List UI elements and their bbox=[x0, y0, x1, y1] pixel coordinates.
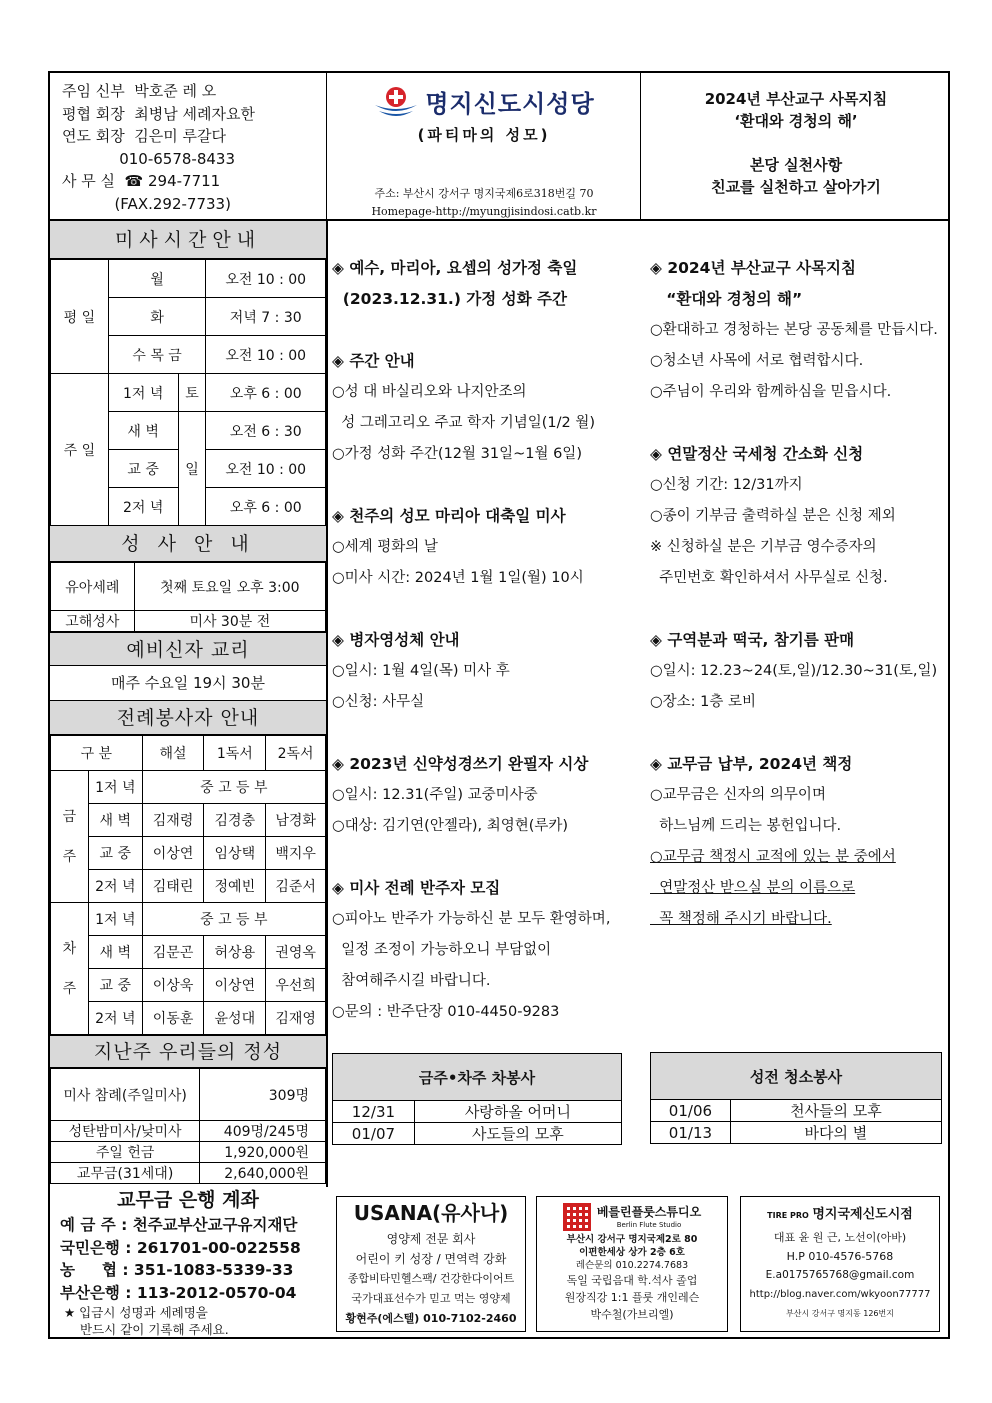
notice-heading: ◈ 구역분과 떡국, 참기름 판매 bbox=[650, 631, 855, 649]
header-info bbox=[62, 80, 255, 215]
notice-line: 일정 조정이 가능하오니 부담없이 bbox=[332, 942, 552, 958]
ad-line: 황현주(에스텔) 010-7102-2460 bbox=[345, 1312, 517, 1325]
liturgy-slot: 2저 녁 bbox=[88, 1002, 142, 1035]
bank-line: 국민은행 : 261701-00-022558 bbox=[60, 1238, 301, 1257]
spacer bbox=[642, 132, 950, 154]
this-week-label bbox=[51, 771, 89, 903]
notice-heading: ◈ 2024년 부산교구 사목지침 bbox=[650, 259, 857, 277]
info-line: 연도 회장 김은미 루갈다 bbox=[62, 127, 226, 145]
notice-line: ○피아노 반주가 가능하신 분 모두 환영하며, bbox=[332, 911, 611, 927]
cleaning-title: 성전 청소봉사 bbox=[651, 1053, 942, 1100]
service-date: 01/13 bbox=[651, 1122, 731, 1144]
church-name: 명지신도시성당 bbox=[425, 89, 595, 118]
liturgy-person: 이동훈 bbox=[142, 1002, 204, 1035]
liturgy-person: 남경화 bbox=[266, 804, 326, 837]
notice-heading: ◈ 병자영성체 안내 bbox=[332, 631, 460, 649]
liturgy-header: 1독서 bbox=[204, 736, 266, 771]
bank-note: 반드시 같이 기록해 주세요. bbox=[80, 1322, 229, 1337]
notice-line: ○장소: 1층 로비 bbox=[650, 694, 757, 710]
ad-line: http://blog.naver.com/wkyoon77777 bbox=[749, 1289, 931, 1300]
offering-label: 미사 참례(주일미사) bbox=[51, 1069, 200, 1121]
liturgy-person: 이상연 bbox=[204, 969, 266, 1002]
header-right-line: 본당 실천사항 bbox=[749, 156, 843, 174]
ad-line: 종합비타민헬스팩/ 건강한다이어트 bbox=[347, 1272, 515, 1285]
liturgy-slot: 새 벽 bbox=[88, 804, 142, 837]
notice-line: ※ 신청하실 분은 기부금 영수증자의 bbox=[650, 539, 877, 555]
ad-line: 박수철(가브리엘) bbox=[590, 1308, 674, 1321]
notice-line bbox=[650, 718, 946, 749]
ad-line: E.a0175765768@gmail.com bbox=[765, 1269, 915, 1281]
liturgy-person: 이상연 bbox=[142, 837, 204, 870]
liturgy-person: 이상욱 bbox=[142, 969, 204, 1002]
ad-line: 레슨문의 010.2274.7683 bbox=[575, 1260, 689, 1271]
service-group: 천사들의 모후 bbox=[730, 1100, 941, 1122]
offering-label: 성탄밤미사/낮미사 bbox=[51, 1121, 200, 1142]
info-line: 010-6578-8433 bbox=[62, 149, 236, 168]
ad-line: 어린이 키 성장 / 면역력 강화 bbox=[355, 1252, 507, 1266]
notice-line: 하느님께 드리는 봉헌입니다. bbox=[650, 818, 842, 834]
church-logo bbox=[328, 80, 640, 122]
header-right-line: 친교를 실천하고 살아가기 bbox=[711, 178, 881, 196]
bank-line: 부산은행 : 113-2012-0570-04 bbox=[60, 1283, 297, 1302]
ad-line: 영양제 전문 회사 bbox=[386, 1232, 476, 1246]
liturgy-slot: 교 중 bbox=[88, 969, 142, 1002]
church-emblem-icon bbox=[373, 83, 419, 119]
notice-line: ○신청: 사무실 bbox=[332, 694, 425, 710]
notice-line bbox=[650, 408, 946, 439]
church-homepage[interactable]: Homepage-http://myungjisindosi.catb.kr bbox=[371, 205, 597, 218]
mass-slot: 1저 녁 bbox=[108, 374, 178, 412]
mass-time: 오후 6 : 00 bbox=[206, 488, 326, 526]
notice-line bbox=[650, 594, 946, 625]
offering-value: 2,640,000원 bbox=[200, 1163, 326, 1184]
ad-flute bbox=[536, 1196, 728, 1332]
this-week-char: 주 bbox=[62, 848, 77, 865]
notice-heading: ◈ 2023년 신약성경쓰기 완필자 시상 bbox=[332, 755, 589, 773]
liturgy-slot: 1저 녁 bbox=[88, 903, 142, 936]
notice-line: ○주님이 우리와 함께하심을 믿읍시다. bbox=[650, 384, 892, 400]
offering-value: 1,920,000원 bbox=[200, 1142, 326, 1163]
mass-time: 오후 6 : 00 bbox=[206, 374, 326, 412]
service-group: 사도들의 모후 bbox=[414, 1123, 621, 1145]
flute-logo bbox=[537, 1203, 727, 1231]
header-center bbox=[328, 80, 640, 221]
notice-line bbox=[332, 315, 648, 346]
header-right-line: ‘환대와 경청의 해’ bbox=[734, 112, 858, 130]
cleaning-table bbox=[650, 1052, 942, 1144]
tire-header bbox=[741, 1203, 939, 1228]
liturgy-header: 구 분 bbox=[51, 736, 143, 771]
ad-title: 명지국제신도시점 bbox=[812, 1207, 913, 1222]
liturgy-person: 정예빈 bbox=[204, 870, 266, 903]
ad-line: 국가대표선수가 믿고 먹는 영양제 bbox=[351, 1292, 511, 1305]
notice-line: ○일시: 12.31(주일) 교중미사중 bbox=[332, 787, 538, 803]
ad-line: 부산시 강서구 명지국제2로 80 bbox=[566, 1234, 698, 1245]
liturgy-header: 2독서 bbox=[266, 736, 326, 771]
mass-slot: 2저 녁 bbox=[108, 488, 178, 526]
liturgy-slot: 새 벽 bbox=[88, 936, 142, 969]
header-col-divider bbox=[640, 71, 641, 219]
notice-heading: ◈ 교무금 납부, 2024년 책정 bbox=[650, 755, 853, 773]
ad-tire bbox=[740, 1196, 940, 1332]
notice-line: ○성 대 바실리오와 나지안조의 bbox=[332, 384, 527, 400]
sacrament-name: 유아세례 bbox=[51, 563, 135, 611]
liturgy-person: 윤성대 bbox=[204, 1002, 266, 1035]
this-week-char: 금 bbox=[62, 808, 77, 825]
mass-times-table bbox=[50, 259, 326, 526]
notice-line: 성 그레고리오 주교 학자 기념일(1/2 월) bbox=[332, 415, 596, 431]
next-week-label bbox=[51, 903, 89, 1035]
offering-value: 409명/245명 bbox=[200, 1121, 326, 1142]
info-line: 평협 회장 최병남 세례자요한 bbox=[62, 104, 255, 123]
liturgy-person: 김태린 bbox=[142, 870, 204, 903]
notice-line bbox=[332, 842, 648, 873]
notices-middle bbox=[332, 253, 648, 1028]
mass-slot: 교 중 bbox=[108, 450, 178, 488]
catechumen-text: 매주 수요일 19시 30분 bbox=[50, 666, 326, 701]
offering-title: 지난주 우리들의 정성 bbox=[50, 1035, 326, 1068]
liturgy-title: 전례봉사자 안내 bbox=[50, 701, 326, 735]
notice-heading: ◈ 연말정산 국세청 간소화 신청 bbox=[650, 445, 864, 463]
liturgy-person: 권영옥 bbox=[266, 936, 326, 969]
service-group: 바다의 별 bbox=[730, 1122, 941, 1144]
ad-line: 이편한세상 상가 2층 6호 bbox=[579, 1247, 685, 1258]
liturgy-slot: 교 중 bbox=[88, 837, 142, 870]
notice-line: 주민번호 확인하셔서 사무실로 신청. bbox=[650, 570, 888, 586]
header-col-divider bbox=[326, 71, 327, 219]
mass-day: 일 bbox=[178, 412, 206, 526]
church-subtitle: (파티마의 성모) bbox=[417, 126, 551, 144]
mass-time: 오전 10 : 00 bbox=[206, 336, 326, 374]
sacrament-title: 성 사 안 내 bbox=[50, 526, 326, 562]
notice-heading: ◈ 천주의 성모 마리아 대축일 미사 bbox=[332, 507, 566, 525]
sacrament-table bbox=[50, 562, 326, 632]
notice-heading: ◈ 주간 안내 bbox=[332, 352, 415, 370]
notice-line: ○미사 시간: 2024년 1월 1일(월) 10시 bbox=[332, 570, 584, 586]
offering-label: 교무금(31세대) bbox=[51, 1163, 200, 1184]
next-week-char: 차 bbox=[62, 940, 77, 957]
notice-line: ○세계 평화의 날 bbox=[332, 539, 438, 555]
bank-accounts bbox=[50, 1186, 326, 1338]
notice-heading: (2023.12.31.) 가정 성화 주간 bbox=[332, 290, 567, 308]
bank-title: 교무금 은행 계좌 bbox=[117, 1189, 259, 1211]
liturgy-person: 김재령 bbox=[142, 804, 204, 837]
sunday-label: 주 일 bbox=[51, 374, 109, 526]
notice-line: 연말정산 받으실 분의 이름으로 bbox=[650, 880, 856, 896]
catechumen-title: 예비신자 교리 bbox=[50, 632, 326, 666]
notice-line: ○대상: 김기연(안젤라), 최영현(루카) bbox=[332, 818, 569, 834]
notice-heading: ◈ 미사 전례 반주자 모집 bbox=[332, 879, 501, 897]
ad-line: 독일 국립음대 학.석사 졸업 bbox=[566, 1274, 698, 1287]
notice-line: ○문의 : 반주단장 010-4450-9283 bbox=[332, 1004, 560, 1020]
mass-day: 화 bbox=[108, 298, 206, 336]
notice-heading: “환대와 경청의 해” bbox=[650, 290, 803, 308]
liturgy-person: 백지우 bbox=[266, 837, 326, 870]
mass-day: 수 목 금 bbox=[108, 336, 206, 374]
bank-note: ★ 입금시 성명과 세례명을 bbox=[64, 1305, 208, 1320]
notice-line: ○청소년 사목에 서로 협력합시다. bbox=[650, 353, 864, 369]
left-col-divider bbox=[326, 219, 328, 1187]
service-group: 사랑하올 어머니 bbox=[414, 1101, 621, 1123]
ad-line: 부산시 강서구 명지동 126번지 bbox=[786, 1309, 894, 1318]
church-address: 주소: 부산시 강서구 명지국제6로318번길 70 bbox=[374, 187, 594, 200]
car-service-table bbox=[332, 1053, 622, 1145]
mass-day: 월 bbox=[108, 260, 206, 298]
notice-heading: ◈ 예수, 마리아, 요셉의 성가정 축일 bbox=[332, 259, 578, 277]
notice-line: 꼭 책정해 주시기 바랍니다. bbox=[650, 911, 832, 927]
offering-label: 주일 헌금 bbox=[51, 1142, 200, 1163]
liturgy-person: 김준서 bbox=[266, 870, 326, 903]
info-line: 주임 신부 박호준 레 오 bbox=[62, 82, 217, 100]
ad-title: 베를린플룻스튜디오 bbox=[596, 1205, 702, 1219]
service-date: 01/06 bbox=[651, 1100, 731, 1122]
notices-right bbox=[650, 253, 946, 935]
info-line: 사 무 실 ☎ 294-7711 bbox=[62, 172, 221, 190]
notice-line: ○종이 기부금 출력하실 분은 신청 제외 bbox=[650, 508, 896, 524]
car-service-title: 금주•차주 차봉사 bbox=[333, 1054, 622, 1101]
liturgy-person: 김경충 bbox=[204, 804, 266, 837]
mass-day: 토 bbox=[178, 374, 206, 412]
service-date: 01/07 bbox=[333, 1123, 415, 1145]
mass-time: 오전 10 : 00 bbox=[206, 260, 326, 298]
mass-time: 오전 10 : 00 bbox=[206, 450, 326, 488]
notice-line: ○환대하고 경청하는 본당 공동체를 만듭시다. bbox=[650, 322, 938, 338]
ad-line: 원장직강 1:1 플룻 개인레슨 bbox=[564, 1291, 700, 1304]
service-date: 12/31 bbox=[333, 1101, 415, 1123]
offering-value: 309명 bbox=[200, 1069, 326, 1121]
mass-time: 저녁 7 : 30 bbox=[206, 298, 326, 336]
mass-time: 오전 6 : 30 bbox=[206, 412, 326, 450]
bank-line: 농 협 : 351-1083-5339-33 bbox=[60, 1261, 294, 1279]
liturgy-slot: 2저 녁 bbox=[88, 870, 142, 903]
next-week-char: 주 bbox=[62, 980, 77, 997]
notice-line: ○일시: 1월 4일(목) 미사 후 bbox=[332, 663, 510, 679]
offering-table bbox=[50, 1068, 326, 1184]
liturgy-group: 중 고 등 부 bbox=[142, 771, 325, 804]
ad-line: 대표 윤 원 근, 노선이(아바) bbox=[773, 1231, 907, 1244]
info-line: (FAX.292-7733) bbox=[62, 194, 231, 213]
notice-line bbox=[332, 718, 648, 749]
liturgy-table bbox=[50, 735, 326, 1035]
notice-line bbox=[332, 470, 648, 501]
ad-usana bbox=[336, 1196, 526, 1332]
notice-line: ○교무금은 신자의 의무이며 bbox=[650, 787, 826, 803]
liturgy-person: 김문곤 bbox=[142, 936, 204, 969]
flute-studio-logo-icon bbox=[563, 1203, 591, 1231]
liturgy-person: 김재영 bbox=[266, 1002, 326, 1035]
bank-line: 예 금 주 : 천주교부산교구유지재단 bbox=[60, 1216, 298, 1234]
weekday-label: 평 일 bbox=[51, 260, 109, 374]
liturgy-slot: 1저 녁 bbox=[88, 771, 142, 804]
ad-line: H.P 010-4576-5768 bbox=[786, 1250, 894, 1263]
sacrament-time: 첫째 토요일 오후 3:00 bbox=[134, 563, 325, 611]
ad-title-en: Berlin Flute Studio bbox=[616, 1221, 682, 1229]
notice-line: ○가정 성화 주간(12월 31일~1월 6일) bbox=[332, 446, 582, 462]
notice-line: 참여해주시길 바랍니다. bbox=[332, 973, 491, 989]
liturgy-group: 중 고 등 부 bbox=[142, 903, 325, 936]
header-right-line: 2024년 부산교구 사목지침 bbox=[704, 90, 888, 108]
mass-times-title: 미사시간안내 bbox=[50, 221, 326, 259]
liturgy-person: 우선희 bbox=[266, 969, 326, 1002]
liturgy-person: 임상택 bbox=[204, 837, 266, 870]
liturgy-header: 해설 bbox=[142, 736, 204, 771]
ad-brand: TIRE PRO bbox=[767, 1211, 809, 1220]
notice-line: ○교무금 책정시 교적에 있는 분 중에서 bbox=[650, 849, 896, 865]
notice-line: ○일시: 12.23~24(토,일)/12.30~31(토,일) bbox=[650, 663, 938, 679]
header-right bbox=[642, 88, 950, 198]
liturgy-person: 허상용 bbox=[204, 936, 266, 969]
notice-line bbox=[332, 594, 648, 625]
notice-line: ○신청 기간: 12/31까지 bbox=[650, 477, 803, 493]
ad-title: USANA(유사나) bbox=[353, 1201, 509, 1225]
sacrament-name: 고해성사 bbox=[51, 611, 135, 632]
sacrament-time: 미사 30분 전 bbox=[134, 611, 325, 632]
mass-slot: 새 벽 bbox=[108, 412, 178, 450]
